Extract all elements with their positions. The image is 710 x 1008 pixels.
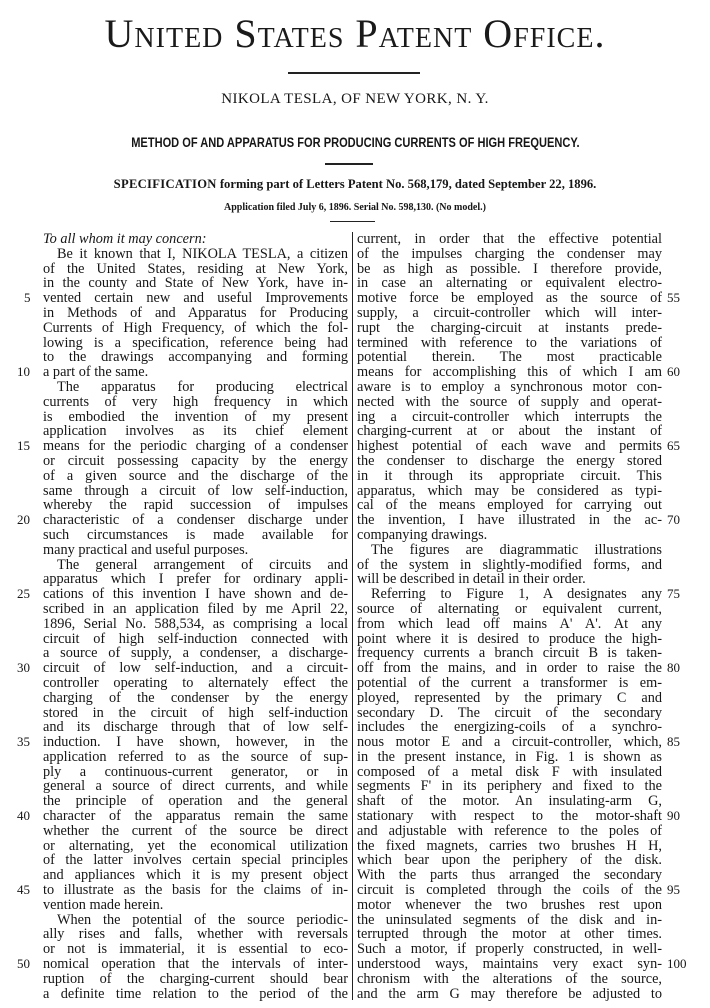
line-number: 60: [667, 364, 680, 380]
text-line: stationary with respect to the motor-shaft: [357, 808, 662, 825]
text-line: segments F' in its periphery and fixed to the: [357, 778, 662, 795]
text-line: potential of the current a transformer is em-: [357, 674, 662, 691]
text-line: a part of the same.: [43, 364, 149, 381]
text-line: companying drawings.: [357, 526, 488, 543]
text-line: general a source of direct currents, and while: [43, 778, 348, 795]
line-number: 15: [17, 438, 30, 454]
text-line: such circumstances is made available for: [43, 526, 348, 543]
text-line: aware is to employ a synchronous motor con-: [357, 378, 662, 395]
text-line: of the impulses charging the condenser may: [357, 245, 662, 262]
text-line: frequency currents a branch circuit B is taken-: [357, 645, 662, 662]
text-line: point where it is desired to produce the high-: [357, 630, 662, 647]
text-line: The apparatus for producing electrical: [57, 378, 348, 395]
text-line: ruption of the charging-current should bear: [43, 970, 348, 987]
text-line: circuit of high self-induction connected with: [43, 630, 348, 647]
inventor-line: NIKOLA TESLA, OF NEW YORK, N. Y.: [221, 91, 489, 107]
text-line: in the county and State of New York, have in-: [43, 275, 348, 292]
text-line: lowing is a specification, reference being had: [43, 334, 348, 351]
text-line: motive force be employed as the source of: [357, 290, 662, 307]
text-line: Such a motor, if properly constructed, in well-: [357, 941, 662, 958]
text-line: potential therein. The most practicable: [357, 349, 662, 366]
invention-title: [0, 134, 710, 152]
line-number: 45: [17, 882, 30, 898]
line-number: 85: [667, 734, 680, 750]
text-line: cal of the means employed for carrying out: [357, 497, 662, 514]
text-line: will be described in detail in their order.: [357, 571, 586, 588]
column-divider: [352, 232, 353, 1000]
text-line: supply, a circuit-controller which will inter-: [357, 304, 662, 321]
text-line: 1896, Serial No. 588,534, as comprising a local: [43, 615, 348, 632]
text-line: of a given source and the discharge of the: [43, 467, 348, 484]
text-line: includes the energizing-coils of a synchro-: [357, 719, 662, 736]
text-line: To all whom it may concern:: [43, 231, 207, 247]
text-line: means for the periodic charging of a condenser: [43, 438, 348, 455]
text-line: the principle of operation and the general: [43, 793, 348, 810]
text-line: and appliances which it is my present object: [43, 867, 348, 884]
application-line: Application filed July 6, 1896. Serial No. 598,130. (No model.): [224, 202, 486, 213]
text-line: and the arm G may therefore be adjusted to: [357, 985, 662, 1002]
text-line: apparatus, which may be considered as typi-: [357, 482, 662, 499]
text-line: or circuit possessing capacity by the energy: [43, 452, 348, 469]
line-number: 65: [667, 438, 680, 454]
text-line: nected with the source of supply and operat-: [357, 393, 662, 410]
text-line: charging of the condenser by the energy: [43, 689, 348, 706]
text-line: of the United States, residing at New York,: [43, 260, 348, 277]
text-line: to the drawings accompanying and forming: [43, 349, 348, 366]
text-line: vention made herein.: [43, 896, 164, 913]
text-line: the fixed magnets, carries two brushes H H,: [357, 837, 662, 854]
text-line: ing a circuit-controller which interrupts the: [357, 408, 662, 425]
line-number: 10: [17, 364, 30, 380]
text-line: The figures are diagrammatic illustrations: [371, 541, 662, 558]
text-line: When the potential of the source periodic-: [57, 911, 348, 928]
text-line: characteristic of a condenser discharge under: [43, 512, 348, 529]
text-line: in case an alternating or equivalent electro-: [357, 275, 662, 292]
line-number: 100: [667, 956, 687, 972]
text-line: Currents of High Frequency, of which the fol-: [43, 319, 348, 336]
text-line: to illustrate as the basis for the claims of in-: [43, 882, 348, 899]
text-line: rupt the charging-circuit at instants prede-: [357, 319, 662, 336]
application-divider: [330, 221, 375, 222]
text-line: charging-current at or about the instant of: [357, 423, 662, 440]
text-line: secondary D. The circuit of the secondary: [357, 704, 662, 721]
text-line: off from the mains, and in order to raise the: [357, 660, 662, 677]
text-line: be as high as possible. I therefore provide,: [357, 260, 662, 277]
text-line: composed of a metal disk F with insulated: [357, 763, 662, 780]
text-line: ply a continuous-current generator, or in: [43, 763, 348, 780]
line-number: 25: [17, 586, 30, 602]
text-line: termined with reference to the variations of: [357, 334, 662, 351]
line-number: 95: [667, 882, 680, 898]
line-number: 75: [667, 586, 680, 602]
text-line: apparatus which I prefer for ordinary appli-: [43, 571, 348, 588]
text-line: motor whenever the two brushes rest upon: [357, 896, 662, 913]
specification-label: SPECIFICATION: [113, 177, 217, 191]
text-line: the condenser to discharge the energy stored: [357, 452, 662, 469]
text-line: same through a circuit of low self-induction,: [43, 482, 348, 499]
text-line: stored in the circuit of high self-induction: [43, 704, 348, 721]
text-line: whether the current of the source be direct: [43, 822, 348, 839]
text-line: a source of supply, a condenser, a discharge-: [43, 645, 348, 662]
text-line: or alternating, yet the economical utilization: [43, 837, 348, 854]
text-line: With the parts thus arranged the secondary: [357, 867, 662, 884]
text-line: a definite time relation to the period of the: [43, 985, 348, 1002]
text-line: scribed in an application filed by me April 22,: [43, 600, 348, 617]
patent-office-heading: United States Patent Office.: [104, 11, 606, 56]
header-divider: [288, 72, 420, 74]
line-number: 30: [17, 660, 30, 676]
line-number: 90: [667, 808, 680, 824]
text-line: is embodied the invention of my present: [43, 408, 348, 425]
text-line: Be it known that I, NIKOLA TESLA, a citizen: [57, 245, 348, 262]
text-line: nomical operation that the intervals of inter-: [43, 956, 348, 973]
text-line: in the present instance, in Fig. 1 is shown as: [357, 748, 662, 765]
invention-title-text: METHOD OF AND APPARATUS FOR PRODUCING CURRENTS OF HIGH FREQUENCY.: [130, 135, 580, 150]
text-line: ally rises and falls, whether with reversals: [43, 926, 348, 943]
text-line: whereby the rapid succession of impulses: [43, 497, 348, 514]
text-line: or not is immaterial, it is essential to eco-: [43, 941, 348, 958]
text-line: and adjustable with reference to the poles of: [357, 822, 662, 839]
text-line: of the system in slightly-modified forms, and: [357, 556, 662, 573]
text-line: of the latter involves certain special principles: [43, 852, 348, 869]
text-line: circuit of low self-induction, and a circuit-: [43, 660, 348, 677]
text-line: currents of very high frequency in which: [43, 393, 348, 410]
line-number: 35: [17, 734, 30, 750]
text-line: nous motor E and a circuit-controller, which,: [357, 734, 662, 751]
right-column: [357, 232, 662, 1001]
text-line: from which lead off mains A' A'. At any: [357, 615, 662, 632]
text-line: circuit is completed through the coils of the: [357, 882, 662, 899]
specification-text: forming part of Letters Patent No. 568,179, dated September 22, 1896.: [219, 177, 597, 191]
text-line: induction. I have shown, however, in the: [43, 734, 348, 751]
line-number: 70: [667, 512, 680, 528]
text-line: The general arrangement of circuits and: [57, 556, 348, 573]
line-number: 80: [667, 660, 680, 676]
text-line: highest potential of each wave and permits: [357, 438, 662, 455]
text-line: which bear upon the periphery of the disk.: [357, 852, 662, 869]
line-number: 50: [17, 956, 30, 972]
text-line: shaft of the motor. An insulating-arm G,: [357, 793, 662, 810]
text-line: the uninsulated segments of the disk and in-: [357, 911, 662, 928]
text-line: in it through its appropriate circuit. This: [357, 467, 662, 484]
text-line: the invention, I have illustrated in the ac-: [357, 512, 662, 529]
text-line: cations of this invention I have shown and de-: [43, 586, 348, 603]
text-line: many practical and useful purposes.: [43, 541, 249, 558]
text-line: terrupted through the motor at other times.: [357, 926, 662, 943]
text-line: means for accomplishing this of which I am: [357, 364, 662, 381]
line-number: 20: [17, 512, 30, 528]
line-number: 5: [24, 290, 31, 306]
text-line: chronism with the alterations of the source,: [357, 970, 662, 987]
text-line: in Methods of and Apparatus for Producing: [43, 304, 348, 321]
text-line: vented certain new and useful Improvements: [43, 290, 348, 307]
text-line: Referring to Figure 1, A designates any: [371, 586, 662, 603]
title-divider: [325, 163, 373, 165]
text-line: controller operating to alternately effect the: [43, 674, 348, 691]
text-line: ployed, represented by the primary C and: [357, 689, 662, 706]
text-line: character of the apparatus remain the same: [43, 808, 348, 825]
text-line: application involves as its chief element: [43, 423, 348, 440]
text-line: understood ways, maintains very exact syn-: [357, 956, 662, 973]
text-line: and its discharge through that of low self-: [43, 719, 348, 736]
line-number: 55: [667, 290, 680, 306]
left-column: [43, 232, 348, 1001]
text-line: source of alternating or equivalent current,: [357, 600, 662, 617]
line-number: 40: [17, 808, 30, 824]
specification-line: [0, 177, 710, 192]
text-line: application referred to as the source of sup-: [43, 748, 348, 765]
text-line: current, in order that the effective potential: [357, 231, 662, 247]
